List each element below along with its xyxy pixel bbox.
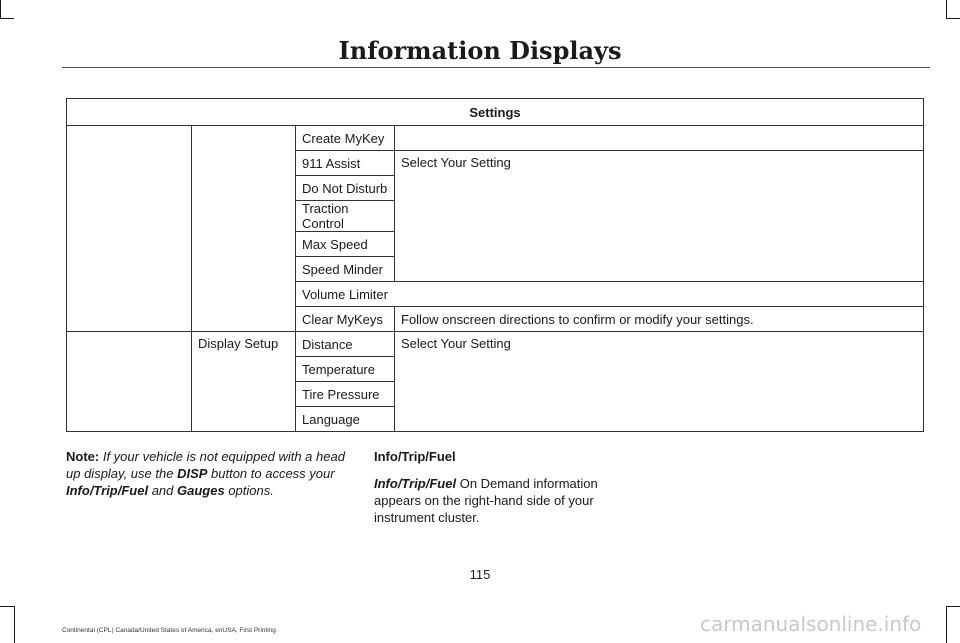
setting-value: Select Your Setting [395,151,924,282]
setting-distance: Distance [296,332,395,357]
crop-mark [0,18,14,19]
setting-language: Language [296,407,395,432]
note-text-4: options. [224,483,274,498]
note-paragraph [66,448,348,499]
settings-table [66,98,924,432]
menu-display-setup: Display Setup [192,332,296,432]
page-title: Information Displays [338,36,622,65]
setting-clear-mykeys: Clear MyKeys [296,307,395,332]
watermark: carmanualsonline.info [700,612,922,636]
setting-temperature: Temperature [296,357,395,382]
note-text-3: and [148,483,178,498]
table-cell-empty [67,332,192,432]
setting-description: Follow onscreen directions to confirm or modify your settings. [395,307,924,332]
note-text-2: button to access your [207,466,335,481]
table-heading: Settings [67,99,924,126]
info-trip-fuel-name: Info/Trip/Fuel [66,483,149,498]
page-number: 115 [469,567,491,582]
table-row [67,332,924,357]
gauges-name: Gauges [177,483,225,498]
setting-create-mykey: Create MyKey [296,126,395,151]
setting-911-assist: 911 Assist [296,151,395,176]
table-cell-empty [67,126,192,332]
section-body-text: On Demand information appears on the right-hand side of your instrument cluster. [374,476,598,525]
disp-button-name: DISP [177,466,208,481]
crop-mark [946,606,947,643]
note-text-1: If your vehicle is not equipped with a head up display, use the [66,449,345,481]
note-label: Note: [66,449,100,464]
footer-text: Continental (CPL) Canada/United States of America, enUSA, First Printing [62,627,276,634]
note-text [66,449,345,498]
table-row [67,126,924,151]
setting-max-speed: Max Speed [296,232,395,257]
header-divider [62,67,930,68]
setting-volume-limiter: Volume Limiter [296,282,924,307]
table-cell-empty [395,126,924,151]
setting-do-not-disturb: Do Not Disturb [296,176,395,201]
table-cell-empty [192,126,296,332]
setting-value: Select Your Setting [395,332,924,432]
setting-tire-pressure: Tire Pressure [296,382,395,407]
info-section [374,448,614,526]
crop-mark [14,606,15,643]
section-term: Info/Trip/Fuel [374,476,457,491]
crop-mark [946,606,960,607]
section-heading: Info/Trip/Fuel [374,449,456,464]
setting-traction-control: Traction Control [296,201,395,232]
table-header-row [67,99,924,126]
crop-mark [0,606,14,607]
setting-speed-minder: Speed Minder [296,257,395,282]
crop-mark [946,18,960,19]
section-body [374,475,614,526]
crop-mark [0,0,1,18]
crop-mark [946,0,947,18]
